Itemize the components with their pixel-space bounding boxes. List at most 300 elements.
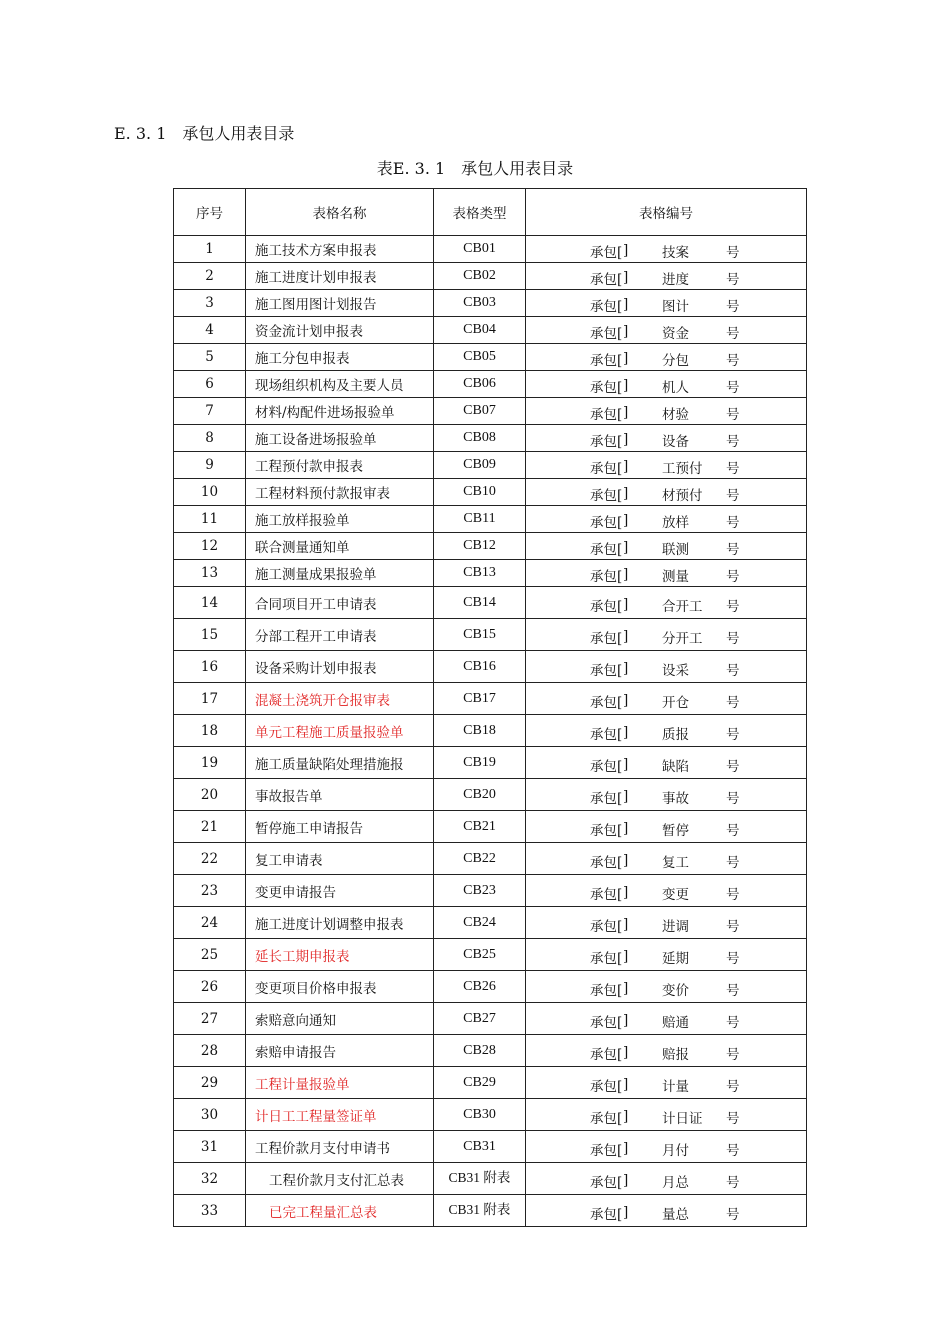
row-number: 16 [174,651,246,683]
form-code [526,479,807,506]
form-code [526,317,807,344]
code-suffix: 号 [726,461,740,477]
row-number: 27 [174,1003,246,1035]
row-number: 31 [174,1131,246,1163]
form-name: 施工放样报验单 [246,506,434,533]
code-bracket-close: ] [623,539,629,556]
code-prefix: 承包[ [590,569,623,585]
code-key: 放样 [662,515,689,531]
table-row [174,1163,807,1195]
row-number: 3 [174,290,246,317]
table-row [174,1003,807,1035]
code-prefix: 承包[ [590,726,623,743]
code-bracket-close: ] [623,458,629,475]
row-number: 25 [174,939,246,971]
row-number: 6 [174,371,246,398]
row-number: 18 [174,715,246,747]
form-name: 已完工程量汇总表 [246,1195,434,1227]
code-key: 计量 [662,1078,689,1095]
form-name: 工程预付款申报表 [246,452,434,479]
form-type: CB20 [434,779,526,811]
form-type: CB09 [434,452,526,479]
table-row [174,587,807,619]
form-type: CB16 [434,651,526,683]
code-key: 暂停 [662,822,689,839]
form-name: 施工分包申报表 [246,344,434,371]
code-prefix: 承包[ [590,918,623,935]
row-number: 10 [174,479,246,506]
form-code [526,371,807,398]
table-row [174,747,807,779]
code-key: 机人 [662,380,689,396]
code-suffix: 号 [726,822,740,839]
code-key: 量总 [662,1206,689,1223]
row-number: 23 [174,875,246,907]
form-code [526,533,807,560]
form-name: 施工进度计划申报表 [246,263,434,290]
code-key: 分开工 [662,630,703,647]
form-type: CB18 [434,715,526,747]
form-type: CB23 [434,875,526,907]
form-name: 设备采购计划申报表 [246,651,434,683]
row-number: 33 [174,1195,246,1227]
code-key: 延期 [662,950,689,967]
code-prefix: 承包[ [590,1046,623,1063]
form-code [526,747,807,779]
form-type: CB14 [434,587,526,619]
form-name: 变更项目价格申报表 [246,971,434,1003]
row-number: 13 [174,560,246,587]
form-type: CB24 [434,907,526,939]
form-type: CB11 [434,506,526,533]
form-name: 单元工程施工质量报验单 [246,715,434,747]
form-code [526,651,807,683]
form-name: 资金流计划申报表 [246,317,434,344]
code-suffix: 号 [726,272,740,288]
form-code [526,452,807,479]
code-prefix: 承包[ [590,380,623,396]
code-key: 复工 [662,854,689,871]
code-prefix: 承包[ [590,1206,623,1223]
form-code [526,1003,807,1035]
form-code [526,619,807,651]
form-name: 工程材料预付款报审表 [246,479,434,506]
code-suffix: 号 [726,569,740,585]
form-type: CB31 附表 [434,1163,526,1195]
form-name: 施工图用图计划报告 [246,290,434,317]
code-bracket-close: ] [623,724,629,741]
code-key: 材验 [662,407,689,423]
code-prefix: 承包[ [590,272,623,288]
form-type: CB04 [434,317,526,344]
form-code [526,811,807,843]
form-type: CB15 [434,619,526,651]
header-name: 表格名称 [246,189,434,236]
code-suffix: 号 [726,694,740,711]
form-code [526,290,807,317]
code-bracket-close: ] [623,1140,629,1157]
row-number: 14 [174,587,246,619]
code-prefix: 承包[ [590,1174,623,1191]
code-key: 进调 [662,918,689,935]
table-row [174,1067,807,1099]
form-name: 索赔意向通知 [246,1003,434,1035]
code-prefix: 承包[ [590,515,623,531]
code-suffix: 号 [726,1046,740,1063]
row-number: 12 [174,533,246,560]
table-row [174,506,807,533]
table-row [174,317,807,344]
code-key: 质报 [662,726,689,743]
form-code [526,683,807,715]
form-name: 索赔申请报告 [246,1035,434,1067]
code-key: 赔通 [662,1014,689,1031]
table-row [174,715,807,747]
form-type: CB07 [434,398,526,425]
header-code: 表格编号 [526,189,807,236]
code-prefix: 承包[ [590,299,623,315]
row-number: 5 [174,344,246,371]
table-row [174,236,807,263]
code-key: 进度 [662,272,689,288]
form-code [526,425,807,452]
table-row [174,1035,807,1067]
header-type: 表格类型 [434,189,526,236]
code-suffix: 号 [726,662,740,679]
code-suffix: 号 [726,790,740,807]
code-key: 开仓 [662,694,689,711]
row-number: 4 [174,317,246,344]
form-code [526,1035,807,1067]
code-suffix: 号 [726,726,740,743]
table-row [174,398,807,425]
code-prefix: 承包[ [590,950,623,967]
form-code [526,939,807,971]
form-type: CB02 [434,263,526,290]
form-type: CB26 [434,971,526,1003]
code-suffix: 号 [726,630,740,647]
row-number: 17 [174,683,246,715]
code-prefix: 承包[ [590,461,623,477]
form-name: 现场组织机构及主要人员 [246,371,434,398]
table-row [174,939,807,971]
row-number: 32 [174,1163,246,1195]
code-key: 工预付 [662,461,703,477]
form-code [526,843,807,875]
code-suffix: 号 [726,918,740,935]
form-code [526,1099,807,1131]
table-row [174,1131,807,1163]
form-type: CB27 [434,1003,526,1035]
form-code [526,560,807,587]
form-type: CB22 [434,843,526,875]
section-heading: E. 3. 1 承包人用表目录 [114,124,295,143]
header-row [174,189,807,236]
code-prefix: 承包[ [590,886,623,903]
form-name: 计日工工程量签证单 [246,1099,434,1131]
table-row [174,560,807,587]
row-number: 20 [174,779,246,811]
code-suffix: 号 [726,1142,740,1159]
code-prefix: 承包[ [590,790,623,807]
code-key: 联测 [662,542,689,558]
table-body [174,236,807,1227]
form-name: 施工测量成果报验单 [246,560,434,587]
row-number: 15 [174,619,246,651]
table-row [174,843,807,875]
code-bracket-close: ] [623,980,629,997]
row-number: 29 [174,1067,246,1099]
code-suffix: 号 [726,542,740,558]
code-suffix: 号 [726,886,740,903]
code-bracket-close: ] [623,296,629,313]
code-prefix: 承包[ [590,488,623,504]
row-number: 9 [174,452,246,479]
row-number: 1 [174,236,246,263]
form-type: CB10 [434,479,526,506]
form-code [526,344,807,371]
code-key: 变更 [662,886,689,903]
code-bracket-close: ] [623,377,629,394]
table-row [174,479,807,506]
row-number: 22 [174,843,246,875]
code-bracket-close: ] [623,852,629,869]
table-row [174,651,807,683]
form-type: CB12 [434,533,526,560]
code-suffix: 号 [726,1174,740,1191]
code-bracket-close: ] [623,512,629,529]
form-name: 施工质量缺陷处理措施报 [246,747,434,779]
table-caption: 表E. 3. 1 承包人用表目录 [376,159,574,178]
code-bracket-close: ] [623,660,629,677]
code-key: 图计 [662,299,689,315]
code-prefix: 承包[ [590,1142,623,1159]
code-suffix: 号 [726,353,740,369]
form-name: 复工申请表 [246,843,434,875]
code-suffix: 号 [726,1014,740,1031]
form-type: CB29 [434,1067,526,1099]
code-bracket-close: ] [623,1172,629,1189]
code-bracket-close: ] [623,628,629,645]
form-name: 事故报告单 [246,779,434,811]
code-prefix: 承包[ [590,1110,623,1127]
code-bracket-close: ] [623,485,629,502]
code-prefix: 承包[ [590,854,623,871]
table-row [174,533,807,560]
code-prefix: 承包[ [590,434,623,450]
code-suffix: 号 [726,1078,740,1095]
table-row [174,425,807,452]
code-bracket-close: ] [623,242,629,259]
form-type: CB30 [434,1099,526,1131]
code-prefix: 承包[ [590,326,623,342]
code-prefix: 承包[ [590,662,623,679]
code-bracket-close: ] [623,916,629,933]
form-code [526,398,807,425]
form-name: 混凝土浇筑开仓报审表 [246,683,434,715]
form-code [526,263,807,290]
table-row [174,907,807,939]
form-code [526,1131,807,1163]
code-key: 设备 [662,434,689,450]
form-type: CB01 [434,236,526,263]
code-suffix: 号 [726,380,740,396]
code-bracket-close: ] [623,948,629,965]
table-row [174,971,807,1003]
code-prefix: 承包[ [590,353,623,369]
code-prefix: 承包[ [590,598,623,615]
code-key: 合开工 [662,598,703,615]
form-type: CB06 [434,371,526,398]
code-key: 计日证 [662,1110,703,1127]
code-suffix: 号 [726,515,740,531]
table-row [174,683,807,715]
form-type: CB28 [434,1035,526,1067]
row-number: 26 [174,971,246,1003]
form-code [526,236,807,263]
code-prefix: 承包[ [590,982,623,999]
code-prefix: 承包[ [590,694,623,711]
form-name: 工程计量报验单 [246,1067,434,1099]
form-name: 施工技术方案申报表 [246,236,434,263]
code-suffix: 号 [726,326,740,342]
table-row [174,1195,807,1227]
code-bracket-close: ] [623,884,629,901]
table-row [174,290,807,317]
form-code [526,715,807,747]
table-row [174,452,807,479]
row-number: 28 [174,1035,246,1067]
form-code [526,506,807,533]
row-number: 11 [174,506,246,533]
table-row [174,371,807,398]
code-suffix: 号 [726,758,740,775]
row-number: 24 [174,907,246,939]
code-bracket-close: ] [623,404,629,421]
code-bracket-close: ] [623,323,629,340]
code-key: 月总 [662,1174,689,1191]
code-key: 缺陷 [662,758,689,775]
code-prefix: 承包[ [590,407,623,423]
row-number: 21 [174,811,246,843]
code-bracket-close: ] [623,269,629,286]
code-suffix: 号 [726,434,740,450]
form-type: CB25 [434,939,526,971]
code-bracket-close: ] [623,596,629,613]
code-prefix: 承包[ [590,630,623,647]
code-suffix: 号 [726,407,740,423]
form-type: CB31 [434,1131,526,1163]
form-name: 施工进度计划调整申报表 [246,907,434,939]
form-name: 材料/构配件进场报验单 [246,398,434,425]
table-row [174,263,807,290]
code-suffix: 号 [726,1206,740,1223]
form-type: CB13 [434,560,526,587]
form-type: CB21 [434,811,526,843]
row-number: 2 [174,263,246,290]
code-bracket-close: ] [623,566,629,583]
code-key: 材预付 [662,488,703,504]
form-name: 合同项目开工申请表 [246,587,434,619]
code-bracket-close: ] [623,1108,629,1125]
code-key: 事故 [662,790,689,807]
form-code [526,907,807,939]
form-code [526,1067,807,1099]
code-bracket-close: ] [623,692,629,709]
form-name: 暂停施工申请报告 [246,811,434,843]
form-type: CB19 [434,747,526,779]
code-bracket-close: ] [623,1044,629,1061]
code-suffix: 号 [726,245,740,261]
form-name: 分部工程开工申请表 [246,619,434,651]
code-key: 月付 [662,1142,689,1159]
code-key: 测量 [662,569,689,585]
code-prefix: 承包[ [590,1078,623,1095]
code-bracket-close: ] [623,820,629,837]
code-suffix: 号 [726,299,740,315]
code-prefix: 承包[ [590,245,623,261]
form-name: 变更申请报告 [246,875,434,907]
header-no: 序号 [174,189,246,236]
table-row [174,344,807,371]
table-row [174,1099,807,1131]
row-number: 8 [174,425,246,452]
code-suffix: 号 [726,950,740,967]
code-bracket-close: ] [623,756,629,773]
form-name: 延长工期申报表 [246,939,434,971]
form-name: 联合测量通知单 [246,533,434,560]
code-bracket-close: ] [623,1204,629,1221]
form-code [526,779,807,811]
form-code [526,1195,807,1227]
row-number: 30 [174,1099,246,1131]
code-suffix: 号 [726,488,740,504]
form-type: CB17 [434,683,526,715]
table-row [174,619,807,651]
code-bracket-close: ] [623,350,629,367]
form-name: 施工设备进场报验单 [246,425,434,452]
code-suffix: 号 [726,854,740,871]
code-bracket-close: ] [623,431,629,448]
code-suffix: 号 [726,1110,740,1127]
row-number: 7 [174,398,246,425]
form-type: CB05 [434,344,526,371]
row-number: 19 [174,747,246,779]
form-name: 工程价款月支付申请书 [246,1131,434,1163]
code-prefix: 承包[ [590,758,623,775]
table-row [174,875,807,907]
form-code [526,875,807,907]
table-row [174,779,807,811]
form-code [526,1163,807,1195]
form-type: CB08 [434,425,526,452]
code-prefix: 承包[ [590,542,623,558]
code-key: 赔报 [662,1046,689,1063]
code-suffix: 号 [726,598,740,615]
form-name: 工程价款月支付汇总表 [246,1163,434,1195]
code-key: 设采 [662,662,689,679]
code-prefix: 承包[ [590,822,623,839]
code-prefix: 承包[ [590,1014,623,1031]
form-type: CB31 附表 [434,1195,526,1227]
code-key: 分包 [662,353,689,369]
table-row [174,811,807,843]
code-key: 变价 [662,982,689,999]
code-bracket-close: ] [623,1012,629,1029]
code-bracket-close: ] [623,1076,629,1093]
code-suffix: 号 [726,982,740,999]
code-bracket-close: ] [623,788,629,805]
